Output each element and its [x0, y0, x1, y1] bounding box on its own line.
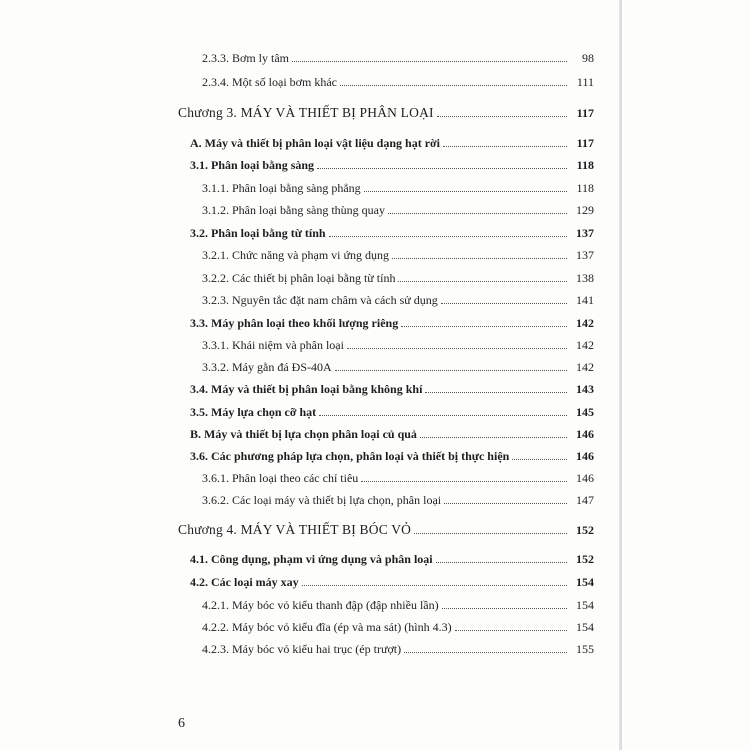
toc-entry[interactable] — [0, 359, 750, 381]
toc-entry-chapter[interactable] — [0, 522, 750, 544]
toc-entry-page: 118 — [576, 181, 594, 195]
toc-entry-page: 129 — [576, 203, 594, 217]
toc-entry[interactable] — [0, 597, 750, 619]
toc-entry-title: 3.3. Máy phân loại theo khối lượng riêng — [190, 316, 399, 330]
dot-leader — [401, 326, 567, 327]
toc-entry-title: 3.6. Các phương pháp lựa chọn, phân loại và thiết bị thực hiện — [190, 449, 510, 463]
toc-entry-page: 117 — [576, 106, 594, 120]
toc-entry-page: 143 — [576, 382, 594, 396]
toc-entry-title: 3.1. Phân loại bằng sàng — [190, 158, 315, 172]
dot-leader — [437, 116, 567, 117]
toc-entry-page: 142 — [576, 338, 594, 352]
toc-entry-chapter[interactable] — [0, 105, 750, 127]
dot-leader — [414, 533, 567, 534]
dot-leader — [292, 61, 567, 62]
toc-entry-page: 137 — [576, 248, 594, 262]
dot-leader — [420, 437, 567, 438]
dot-leader — [364, 191, 567, 192]
dot-leader — [302, 585, 567, 586]
toc-entry-title: 3.3.2. Máy gằn đá ĐS-40A — [202, 360, 332, 374]
toc-entry-page: 154 — [576, 598, 594, 612]
dot-leader — [443, 146, 567, 147]
toc-entry-section[interactable] — [0, 135, 750, 157]
toc-entry-title: 4.2.1. Máy bóc vỏ kiểu thanh đập (đập nhiều lần) — [202, 598, 439, 612]
toc-entry-section[interactable] — [0, 381, 750, 403]
toc-entry-page: 98 — [582, 51, 594, 65]
toc-entry[interactable] — [0, 641, 750, 663]
dot-leader — [398, 281, 567, 282]
toc-entry-title: B. Máy và thiết bị lựa chọn phân loại củ quả — [190, 427, 417, 441]
toc-entry-page: 146 — [576, 471, 594, 485]
toc-entry-page: 145 — [576, 405, 594, 419]
toc-entry-page: 137 — [576, 226, 594, 240]
toc-entry-section[interactable] — [0, 551, 750, 573]
dot-leader — [329, 236, 567, 237]
toc-entry-page: 141 — [576, 293, 594, 307]
toc-entry-page: 152 — [576, 523, 594, 537]
toc-entry-page: 118 — [576, 158, 594, 172]
toc-entry-title: 4.2. Các loại máy xay — [190, 575, 299, 589]
toc-entry-page: 146 — [576, 427, 594, 441]
toc-entry-title: 3.1.1. Phân loại bằng sàng phẳng — [202, 181, 361, 195]
toc-entry-title: Chương 3. MÁY VÀ THIẾT BỊ PHÂN LOẠI — [178, 105, 434, 120]
toc-entry-title: 3.5. Máy lựa chọn cỡ hạt — [190, 405, 317, 419]
toc-entry-section[interactable] — [0, 448, 750, 470]
toc-entry-title: 2.3.4. Một số loại bơm khác — [202, 75, 337, 89]
toc-entry-section[interactable] — [0, 225, 750, 247]
dot-leader — [335, 370, 567, 371]
toc-entry-page: 154 — [576, 620, 594, 634]
toc-entry[interactable] — [0, 247, 750, 269]
dot-leader — [404, 652, 567, 653]
toc-entry[interactable] — [0, 202, 750, 224]
toc-entry-section[interactable] — [0, 574, 750, 596]
dot-leader — [388, 213, 567, 214]
toc-entry[interactable] — [0, 270, 750, 292]
toc-entry[interactable] — [0, 492, 750, 514]
toc-entry[interactable] — [0, 337, 750, 359]
toc-entry-section[interactable] — [0, 404, 750, 426]
dot-leader — [444, 503, 567, 504]
dot-leader — [442, 608, 567, 609]
toc-entry-title: 3.6.2. Các loại máy và thiết bị lựa chọn, phân loại — [202, 493, 442, 507]
toc-entry-title: 4.2.2. Máy bóc vỏ kiểu đĩa (ép và ma sát) (hình 4.3) — [202, 620, 452, 634]
toc-entry-page: 142 — [576, 360, 594, 374]
toc-entry-title: Chương 4. MÁY VÀ THIẾT BỊ BÓC VỎ — [178, 522, 412, 537]
toc-entry[interactable] — [0, 180, 750, 202]
toc-entry-page: 146 — [576, 449, 594, 463]
toc-entry-section[interactable] — [0, 426, 750, 448]
dot-leader — [455, 630, 567, 631]
toc-entry-page: 154 — [576, 575, 594, 589]
dot-leader — [441, 303, 567, 304]
toc-entry-title: 4.2.3. Máy bóc vỏ kiểu hai trục (ép trượt) — [202, 642, 402, 656]
toc-entry-title: 3.2. Phân loại bằng từ tính — [190, 226, 326, 240]
toc-entry-title: 3.2.1. Chức năng và phạm vi ứng dụng — [202, 248, 389, 262]
dot-leader — [361, 481, 567, 482]
toc-entry[interactable] — [0, 50, 750, 72]
toc-entry-page: 142 — [576, 316, 594, 330]
toc-entry[interactable] — [0, 292, 750, 314]
toc-entry[interactable] — [0, 619, 750, 641]
toc-entry-page: 155 — [576, 642, 594, 656]
toc-entry-title: 4.1. Công dụng, phạm vi ứng dụng và phân loại — [190, 552, 433, 566]
toc-entry-page: 138 — [576, 271, 594, 285]
dot-leader — [340, 85, 567, 86]
toc-entry[interactable] — [0, 470, 750, 492]
toc-entry-section[interactable] — [0, 315, 750, 337]
dot-leader — [317, 168, 567, 169]
dot-leader — [436, 562, 567, 563]
dot-leader — [392, 258, 567, 259]
toc-entry-title: 3.2.2. Các thiết bị phân loại bằng từ tính — [202, 271, 396, 285]
toc-entry-title: 3.4. Máy và thiết bị phân loại bằng không khí — [190, 382, 423, 396]
dot-leader — [319, 415, 567, 416]
dot-leader — [512, 459, 567, 460]
toc-entry-title: 2.3.3. Bơm ly tâm — [202, 51, 290, 65]
toc-entry-page: 117 — [576, 136, 594, 150]
page-number: 6 — [178, 716, 185, 731]
toc-entry-title: A. Máy và thiết bị phân loại vật liệu dạng hạt rời — [190, 136, 441, 150]
toc-entry-title: 3.1.2. Phân loại bằng sàng thùng quay — [202, 203, 385, 217]
toc-entry-page: 147 — [576, 493, 594, 507]
toc-entry-page: 111 — [576, 75, 594, 89]
toc-entry-page: 152 — [576, 552, 594, 566]
toc-entry-title: 3.3.1. Khái niệm và phân loại — [202, 338, 344, 352]
toc-entry-title: 3.6.1. Phân loại theo các chỉ tiêu — [202, 471, 359, 485]
dot-leader — [425, 392, 567, 393]
toc-entry-title: 3.2.3. Nguyên tắc đặt nam châm và cách sử dụng — [202, 293, 438, 307]
toc-entry[interactable] — [0, 74, 750, 96]
dot-leader — [347, 348, 567, 349]
toc-entry-section[interactable] — [0, 157, 750, 179]
